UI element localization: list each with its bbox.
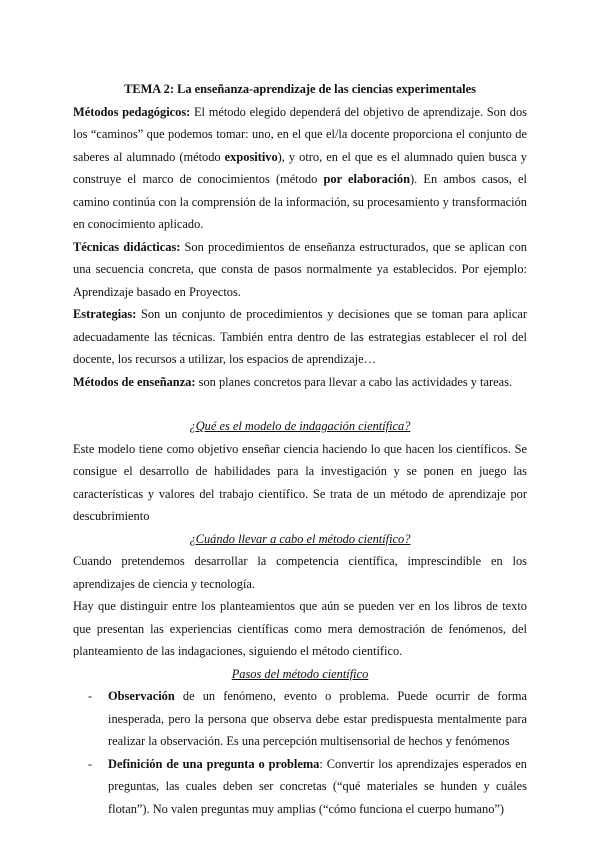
dash-bullet: - [88,689,93,703]
list-item [73,753,527,821]
definition-text: son planes concretos para llevar a cabo las actividades y tareas. [195,374,513,389]
document-title: TEMA 2: La enseñanza-aprendizaje de las ciencias experimentales [124,82,476,96]
definition-estrategias [73,303,527,371]
definition-text: Son procedimientos de enseñanza estructurados, que se aplican con una secuencia concreta, que consta de pasos normalmente ya establecidos. Por ejemplo: Aprendizaje basado en Proyectos. [73,239,527,299]
paragraph-cuando-1: Cuando pretendemos desarrollar la competencia científica, imprescindible en los aprendizajes de ciencia y tecnología. [73,554,527,591]
step-text: : Convertir los aprendizajes esperados en preguntas, las cuales deben ser concretas (“qué materiales se hunden y cuáles flotan”). No valen preguntas muy amplias (“cómo funciona el cuerpo humano”) [108,756,527,816]
term-metodos-pedagogicos: Métodos pedagógicos: [73,104,191,119]
step-term: Observación [108,689,175,703]
paragraph-indagacion: Este modelo tiene como objetivo enseñar ciencia haciendo lo que hacen los científicos. Se consigue el desarrollo de habilidades para la investigación y se ponen en juego las características y valores del trabajo científico. Se trata de un método de aprendizaje por descubrimiento [73,441,527,523]
term-tecnicas: Técnicas didácticas: [73,239,181,254]
term-metodos-ensenanza: Métodos de enseñanza: [73,374,196,389]
section-heading-pasos: Pasos del método científico [231,666,369,681]
term-expositivo: expositivo [224,149,278,164]
definition-tecnicas [73,236,527,304]
step-term: Definición de una pregunta o problema [108,756,320,771]
spacer [73,393,527,415]
section-heading-cuando: ¿Cuándo llevar a cabo el método científico? [189,531,411,546]
definition-metodos-pedagogicos [73,101,527,236]
section-heading-indagacion: ¿Qué es el modelo de indagación científica? [189,419,411,433]
definition-text: Son un conjunto de procedimientos y decisiones que se toman para aplicar adecuadamente las técnicas. También entra dentro de las estrategias establecer el rol del docente, los recursos a utilizar, los espacios de aprendizaje… [73,307,527,366]
step-text: de un fenómeno, evento o problema. Puede ocurrir de forma inesperada, pero la persona que observa debe estar predispuesta mentalmente para realizar la observación. Es una percepción multisensorial de hechos y fenómenos [108,689,527,748]
term-estrategias: Estrategias: [73,307,137,321]
definition-text: ), y otro, en el que es el alumnado quien busca y construye el marco de conocimientos (método [73,149,527,186]
list-item [73,685,527,753]
definition-text: El método elegido dependerá del objetivo de aprendizaje. Son dos los “caminos” que podemos tomar: uno, en el que el/la docente proporciona el conjunto de saberes al alumnado (método [73,104,527,164]
definition-text: ). En ambos casos, el camino continúa con la comprensión de la información, su procesamiento y transformación en conocimiento aplicado. [73,172,527,231]
term-por-elaboracion: por elaboración [323,172,410,186]
paragraph-cuando-2: Hay que distinguir entre los planteamientos que aún se pueden ver en los libros de texto que presentan las experiencias científicas como mera demostración de fenómenos, del planteamiento de las indagaciones, siguiendo el método científico. [73,599,527,658]
dash-bullet: - [88,756,93,771]
steps-list [73,685,527,820]
definition-metodos-ensenanza [73,371,527,394]
